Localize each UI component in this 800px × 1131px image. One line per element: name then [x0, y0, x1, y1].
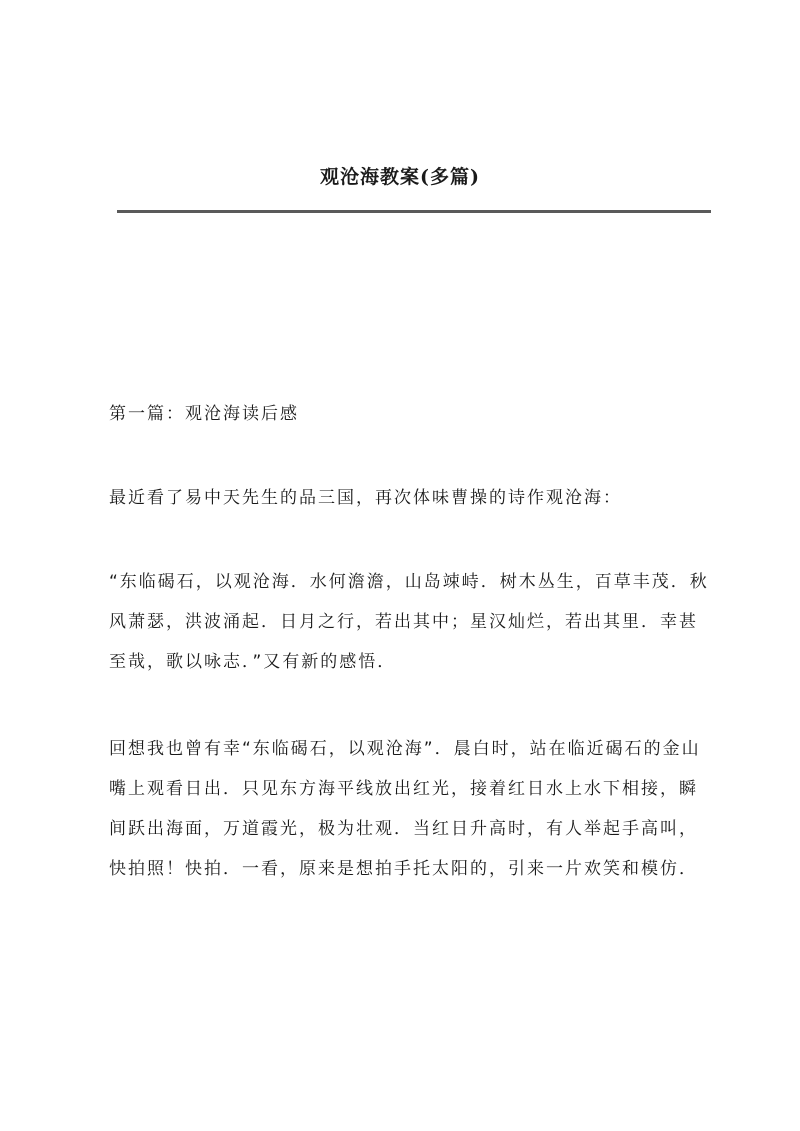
document-title: 观沧海教案(多篇) — [320, 166, 480, 188]
title-underline-rule — [117, 210, 711, 213]
paragraph-reflection: 回想我也曾有幸“东临碣石，以观沧海”．晨白时，站在临近碣石的金山嘴上观看日出．只见东方海平线放出红光，接着红日水上水下相接，瞬间跃出海面，万道霞光，极为壮观．当红日升高时，有人举起手高叫，快拍照！快拍．一看，原来是想拍手托太阳的，引来一片欢笑和模仿． — [109, 739, 701, 879]
paragraph-poem-quote: “东临碣石，以观沧海．水何澹澹，山岛竦峙．树木丛生，百草丰茂．秋风萧瑟，洪波涌起．日月之行，若出其中；星汉灿烂，若出其里．幸甚至哉，歌以咏志．”又有新的感悟． — [109, 572, 709, 672]
section-heading: 第一篇：观沧海读后感 — [109, 404, 299, 424]
paragraph-intro: 最近看了易中天先生的品三国，再次体味曹操的诗作观沧海： — [109, 488, 622, 508]
